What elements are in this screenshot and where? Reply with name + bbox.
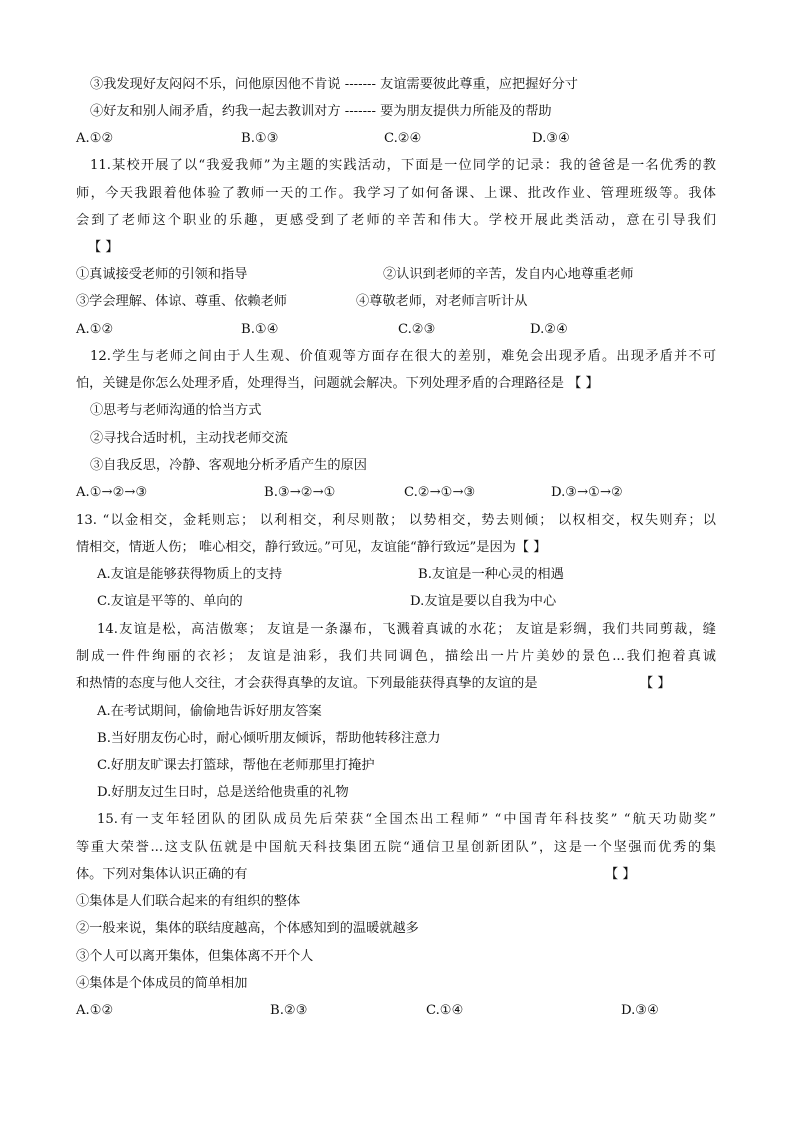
q14-option-c: C.好朋友旷课去打篮球，帮他在老师那里打掩护 [97,758,375,773]
q12-option-c: C.②→①→③ [404,485,476,500]
q13-option-b: B.友谊是一种心灵的相遇 [418,567,564,582]
q11-item-4: ④尊敬老师，对老师言听计从 [356,294,528,309]
q14-option-d: D.好朋友过生日时，总是送给他贵重的礼物 [97,785,349,800]
q10-option-c: C.②④ [384,131,422,146]
q11-stem-line-3: 会到了老师这个职业的乐趣，更感受到了老师的辛苦和伟大。学校开展此类活动，意在引导我们 [76,213,716,228]
q12-option-d: D.③→①→② [551,485,623,500]
q14-stem-line-2: 制成一件件绚丽的衣衫； 友谊是油彩，我们共同调色，描绘出一片片美妙的景色...我们抱着真诚 [76,649,716,664]
q11-option-a: A.①② [76,322,114,337]
q15-item-2: ②一般来说，集体的联结度越高，个体感知到的温暖就越多 [76,921,419,936]
q12-stem-line-1: 12.学生与老师之间由于人生观、价值观等方面存在很大的差别，难免会出现矛盾。出现矛盾并不可 [90,349,716,364]
q15-item-1: ①集体是人们联合起来的有组织的整体 [76,894,301,909]
q13-stem-line-1: 13. “以金相交，金耗则忘； 以利相交，利尽则散； 以势相交，势去则倾； 以权相交，权失则弃；以 [76,513,716,528]
q14-stem-line-3: 和热情的态度与他人交往，才会获得真挚的友谊。下列最能获得真挚的友谊的是 [76,676,538,691]
q10-option-b: B.①③ [241,131,279,146]
q13-option-d: D.友谊是要以自我为中心 [410,594,557,609]
q11-option-b: B.①④ [241,322,279,337]
q15-option-c: C.①④ [426,1003,464,1018]
q10-item-4: ④好友和别人闹矛盾，约我一起去教训对方 ------- 要为朋友提供力所能及的帮助 [90,104,552,119]
q15-option-d: D.③④ [621,1003,659,1018]
q14-option-a: A.在考试期间，偷偷地告诉好朋友答案 [97,704,322,719]
q15-option-b: B.②③ [270,1003,308,1018]
q13-option-a: A.友谊是能够获得物质上的支持 [97,567,283,582]
q15-options [0,1001,793,1101]
q15-stem-line-2: 等重大荣誉...这支队伍就是中国航天科技集团五院“通信卫星创新团队”，这是一个坚强而优秀的集 [76,840,716,855]
q15-item-4: ④集体是个体成员的简单相加 [76,976,248,991]
q12-item-2: ②寻找合适时机，主动找老师交流 [90,431,288,446]
q12-option-a: A.①→②→③ [76,485,148,500]
q12-option-b: B.③→②→① [264,485,336,500]
q11-stem-line-2: 师，今天我跟着他体验了教师一天的工作。我学习了如何备课、上课、批改作业、管理班级等。我体 [76,186,716,201]
q11-item-3: ③学会理解、体谅、尊重、依赖老师 [76,294,287,309]
q13-stem-line-2: 情相交，情逝人伤； 唯心相交，静行致远。”可见，友谊能“静行致远”是因为【 】 [76,540,547,555]
q11-item-2: ②认识到老师的辛苦，发自内心地尊重老师 [383,267,634,282]
q12-stem-line-2: 怕，关键是你怎么处理矛盾，处理得当，问题就会解决。下列处理矛盾的合理路径是 【 】 [76,376,599,391]
q15-stem-line-1: 15.有一支年轻团队的团队成员先后荣获“全国杰出工程师” “中国青年科技奖” “航天功勋奖” [97,812,716,827]
q10-item-3: ③我发现好友闷闷不乐，问他原因他不肯说 ------- 友谊需要彼此尊重，应把握好分寸 [90,77,578,92]
q13-option-c: C.友谊是平等的、单向的 [97,594,243,609]
q14-answer-bracket: 【 】 [640,676,671,691]
q14-stem-line-1: 14.友谊是松，高洁傲寒； 友谊是一条瀑布，飞溅着真诚的水花； 友谊是彩绸，我们共同剪裁，缝 [97,622,716,637]
q11-option-c: C.②③ [398,322,436,337]
q15-item-3: ③个人可以离开集体，但集体离不开个人 [76,949,314,964]
q12-item-3: ③自我反思，冷静、客观地分析矛盾产生的原因 [90,458,367,473]
q11-stem-line-1: 11.某校开展了以“我爱我师”为主题的实践活动，下面是一位同学的记录：我的爸爸是一名优秀的教 [90,158,716,173]
q11-item-1: ①真诚接受老师的引领和指导 [76,267,248,282]
q11-option-d: D.②④ [530,322,568,337]
q11-answer-bracket: 【 】 [88,240,119,255]
q14-option-b: B.当好朋友伤心时，耐心倾听朋友倾诉，帮助他转移注意力 [97,731,441,746]
q10-option-d: D.③④ [532,131,570,146]
q15-option-a: A.①② [76,1003,114,1018]
q10-option-a: A.①② [76,131,114,146]
q15-answer-bracket: 【 】 [605,867,636,882]
q15-stem-line-3: 体。下列对集体认识正确的有 [76,867,248,882]
q12-item-1: ①思考与老师沟通的恰当方式 [90,403,262,418]
